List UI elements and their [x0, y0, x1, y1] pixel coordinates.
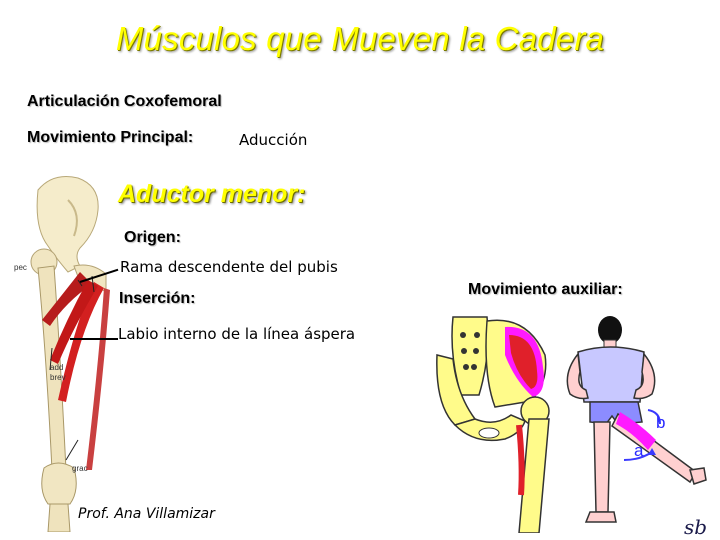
origin-label: Origen: — [124, 229, 181, 246]
muscle-name: Aductor menor: — [118, 180, 306, 208]
main-movement-value: Aducción — [239, 131, 308, 149]
main-movement-label: Movimiento Principal: — [27, 129, 194, 146]
page-title: Músculos que Mueven la Cadera — [115, 20, 605, 57]
signature: sb — [684, 515, 708, 536]
pelvis-illustration — [435, 315, 560, 533]
insertion-label: Inserción: — [119, 290, 196, 307]
label-b: b — [656, 413, 666, 432]
aux-movement-label: Movimiento auxiliar: — [468, 281, 623, 298]
brev-label: brev — [50, 373, 66, 382]
author-credit: Prof. Ana Villamizar — [78, 506, 215, 522]
grac-label: grac — [72, 464, 88, 473]
joint-label: Articulación Coxofemoral — [27, 93, 222, 110]
person-abduction-illustration — [556, 312, 716, 536]
insertion-value: Labio interno de la línea áspera — [118, 325, 356, 343]
thigh-anatomy-illustration — [8, 170, 118, 532]
origin-value: Rama descendente del pubis — [120, 258, 338, 276]
add-label: add — [50, 363, 64, 372]
pec-label: pec — [14, 263, 27, 272]
label-a: a — [634, 441, 644, 460]
insertion-pointer-line — [70, 338, 118, 340]
